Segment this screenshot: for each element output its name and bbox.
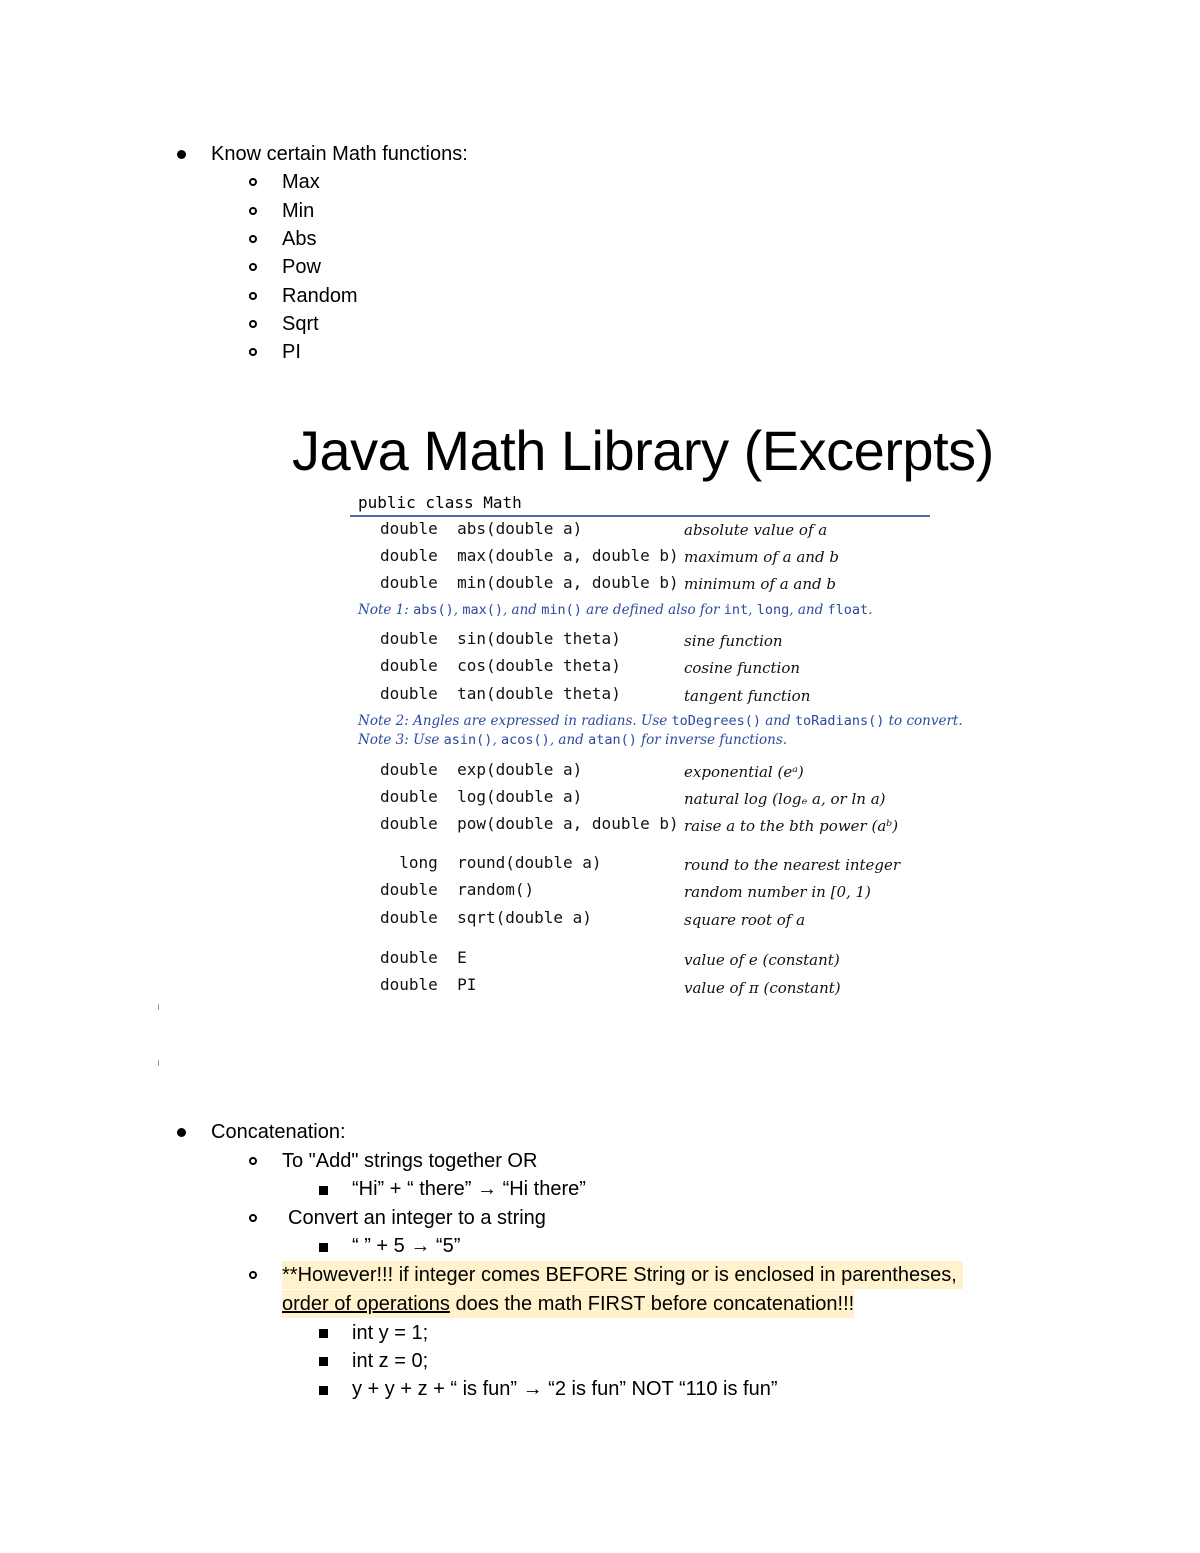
- highlighted-warning-continued: order of operations does the math FIRST before concatenation!!!: [282, 1290, 854, 1318]
- circle-bullet-icon: [249, 235, 257, 243]
- method-signature: double sqrt(double a): [380, 908, 592, 927]
- divider: [350, 515, 930, 517]
- class-declaration: public class Math: [358, 493, 522, 512]
- underlined-phrase: order of operations: [282, 1293, 450, 1315]
- method-description: natural log (logₑ a, or ln a): [684, 790, 886, 808]
- method-signature: double tan(double theta): [380, 684, 621, 703]
- margin-mark: [158, 1060, 159, 1066]
- circle-bullet-icon: [249, 320, 257, 328]
- method-description: minimum of a and b: [684, 575, 836, 593]
- constant-description: value of π (constant): [684, 979, 841, 997]
- circle-bullet-icon: [249, 1157, 257, 1165]
- circle-bullet-icon: [249, 292, 257, 300]
- square-bullet-icon: [319, 1329, 328, 1338]
- highlighted-warning: **However!!! if integer comes BEFORE String or is enclosed in parentheses,: [282, 1261, 963, 1289]
- list-item: PI: [282, 341, 301, 363]
- method-signature: double sin(double theta): [380, 629, 621, 648]
- method-description: raise a to the bth power (aᵇ): [684, 817, 899, 835]
- constant-description: value of e (constant): [684, 951, 840, 969]
- square-bullet-icon: [319, 1243, 328, 1252]
- circle-bullet-icon: [249, 207, 257, 215]
- bullet-icon: [177, 150, 186, 159]
- method-signature: double cos(double theta): [380, 656, 621, 675]
- list-item: Max: [282, 171, 320, 193]
- method-signature: double log(double a): [380, 787, 583, 806]
- method-signature: double pow(double a, double b): [380, 814, 679, 833]
- list-item: Convert an integer to a string: [288, 1207, 546, 1229]
- circle-bullet-icon: [249, 178, 257, 186]
- method-signature: double exp(double a): [380, 760, 583, 779]
- example-line: “Hi” + “ there” → “Hi there”: [352, 1178, 586, 1200]
- list-item: To "Add" strings together OR: [282, 1150, 538, 1172]
- method-description: tangent function: [684, 687, 811, 705]
- circle-bullet-icon: [249, 1214, 257, 1222]
- method-signature: double abs(double a): [380, 519, 583, 538]
- figure-title: Java Math Library (Excerpts): [292, 419, 994, 482]
- list-item: Sqrt: [282, 313, 319, 335]
- code-example-line: int y = 1;: [352, 1322, 429, 1344]
- note-3: Note 3: Use asin(), acos(), and atan() for inverse functions.: [358, 732, 788, 748]
- code-example-line: y + y + z + “ is fun” → “2 is fun” NOT “110 is fun”: [352, 1378, 778, 1400]
- code-example-line: int z = 0;: [352, 1350, 429, 1372]
- list-item: Random: [282, 285, 358, 307]
- bullet-icon: [177, 1128, 186, 1137]
- method-description: absolute value of a: [684, 521, 828, 539]
- square-bullet-icon: [319, 1186, 328, 1195]
- method-signature: double random(): [380, 880, 535, 899]
- method-description: sine function: [684, 632, 783, 650]
- note-1: Note 1: abs(), max(), and min() are defined also for int, long, and float.: [358, 602, 873, 618]
- method-description: round to the nearest integer: [684, 856, 901, 874]
- method-description: cosine function: [684, 659, 801, 677]
- list-item: Abs: [282, 228, 317, 250]
- circle-bullet-icon: [249, 348, 257, 356]
- square-bullet-icon: [319, 1357, 328, 1366]
- example-line: “ ” + 5 → “5”: [352, 1235, 461, 1257]
- constant-signature: double E: [380, 948, 467, 967]
- method-description: maximum of a and b: [684, 548, 839, 566]
- method-description: square root of a: [684, 911, 806, 929]
- method-signature: double max(double a, double b): [380, 546, 679, 565]
- method-signature: double min(double a, double b): [380, 573, 679, 592]
- circle-bullet-icon: [249, 1271, 257, 1279]
- note-2: Note 2: Angles are expressed in radians. Use toDegrees() and toRadians() to convert.: [358, 713, 963, 729]
- method-signature: long round(double a): [380, 853, 602, 872]
- list-item: Min: [282, 200, 315, 222]
- method-description: exponential (eᵃ): [684, 763, 804, 781]
- circle-bullet-icon: [249, 263, 257, 271]
- square-bullet-icon: [319, 1386, 328, 1395]
- method-description: random number in [0, 1): [684, 883, 871, 901]
- section-heading: Concatenation:: [211, 1121, 346, 1143]
- margin-mark: [158, 1004, 159, 1010]
- section-heading: Know certain Math functions:: [211, 143, 468, 165]
- list-item: Pow: [282, 256, 321, 278]
- constant-signature: double PI: [380, 975, 477, 994]
